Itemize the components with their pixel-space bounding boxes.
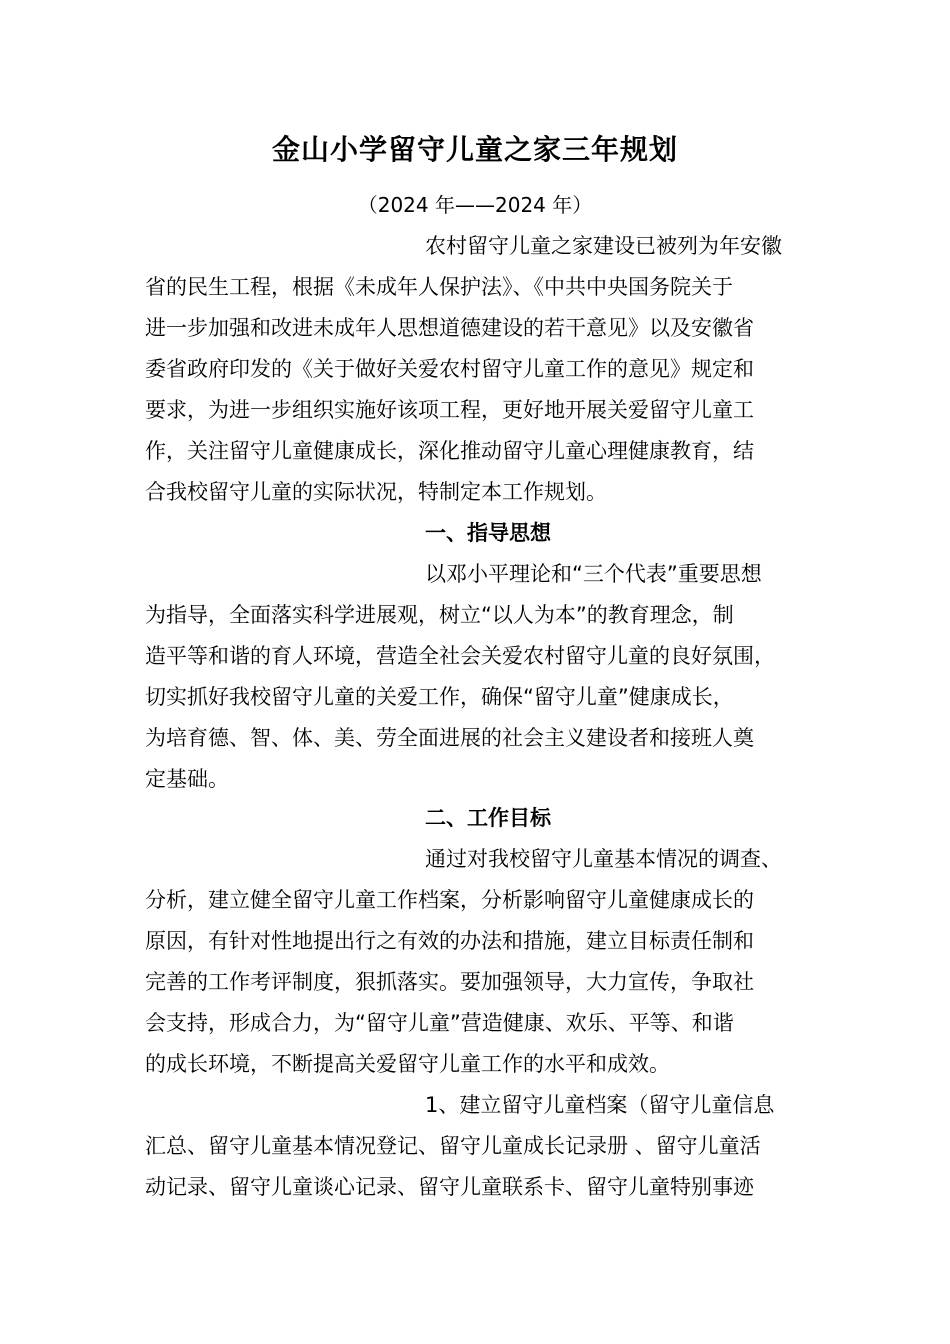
intro-line: 作，关注留守儿童健康成长，深化推动留守儿童心理健康教育，结 [145,439,754,463]
section2-line: 分析，建立健全留守儿童工作档案，分析影响留守儿童健康成长的 [145,888,754,912]
section1-line: 定基础。 [145,767,229,791]
section2-line: 完善的工作考评制度，狠抓落实。要加强领导，大力宣传，争取社 [145,970,754,994]
intro-line: 合我校留守儿童的实际状况，特制定本工作规划。 [145,480,607,504]
section2-line: 通过对我校留守儿童基本情况的调查、 [425,847,782,871]
intro-line: 委省政府印发的《关于做好关爱农村留守儿童工作的意见》规定和 [145,357,754,381]
intro-line: 农村留守儿童之家建设已被列为年安徽 [425,234,782,258]
section1-line: 切实抓好我校留守儿童的关爱工作，确保“留守儿童”健康成长， [145,685,734,709]
section1-line: 以邓小平理论和“三个代表”重要思想 [425,562,762,586]
section1-line: 造平等和谐的育人环境，营造全社会关爱农村留守儿童的良好氛围， [145,644,775,668]
intro-line: 进一步加强和改进未成年人思想道德建设的若干意见》以及安徽省 [145,316,754,340]
intro-line: 省的民生工程，根据《未成年人保护法》、《中共中央国务院关于 [145,275,733,299]
section1-line: 为指导，全面落实科学进展观，树立“以人为本”的教育理念，制 [145,603,734,627]
section-heading-work-goals: 二、工作目标 [425,806,551,830]
section2-line: 的成长环境，不断提高关爱留守儿童工作的水平和成效。 [145,1052,670,1076]
document-subtitle: （2024 年——2024 年） [357,193,593,217]
intro-line: 要求，为进一步组织实施好该项工程，更好地开展关爱留守儿童工 [145,398,754,422]
item1-line: 动记录、留守儿童谈心记录、留守儿童联系卡、留守儿童特别事迹 [145,1175,754,1199]
section-heading-guiding-thought: 一、指导思想 [425,521,551,545]
document-title: 金山小学留守儿童之家三年规划 [271,133,678,166]
section1-line: 为培育德、智、体、美、劳全面进展的社会主义建设者和接班人奠 [145,726,754,750]
section2-line: 会支持，形成合力，为“留守儿童”营造健康、欢乐、平等、和谐 [145,1011,734,1035]
item1-line: 汇总、留守儿童基本情况登记、留守儿童成长记录册 、留守儿童活 [145,1134,761,1158]
section2-line: 原因，有针对性地提出行之有效的办法和措施，建立目标责任制和 [145,929,754,953]
item1-line: 1、建立留守儿童档案（留守儿童信息 [425,1093,775,1117]
